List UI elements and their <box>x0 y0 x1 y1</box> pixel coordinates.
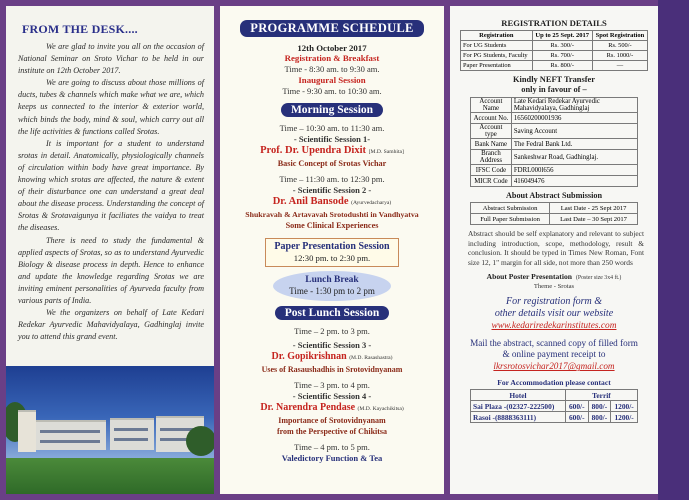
session-1-label: - Scientific Session 1- <box>293 134 371 144</box>
table-row <box>471 203 638 214</box>
valedictory-label: Valedictory Function & Tea <box>281 453 383 463</box>
neft-title-1: Kindly NEFT Transfer <box>513 75 595 84</box>
inaugural-time: Time - 9:30 am. to 10:30 am. <box>282 86 382 96</box>
abstract-date-cell: Last Date - 25 Sept 2017 <box>550 203 638 214</box>
paper-presentation-time: 12:30 pm. to 2:30 pm. <box>293 253 371 263</box>
table-row <box>471 139 638 150</box>
session-3-degree: (M.D. Rasashastra) <box>349 355 393 361</box>
abstract-guidelines: Abstract should be self explanatory and relevant to subject including introduction, scope, methodology, result & conclusion. It should be typed in Times New Roman, Font size 12, 1" margin for all side, not more than 250 words <box>468 229 644 267</box>
from-desk-paragraph-4: There is need to study the fundamental & applied aspects of Srotas, so as to understand Ayurvedic Biology & disease process in depth. Hence to enhance and update the knowledge regarding Srotas we are inviting eminent personalities of Ayurveda faculty from various parts of India. <box>18 235 204 305</box>
paper-presentation-box <box>265 238 398 267</box>
neft-value-cell: Late Kedari Redekar Ayurvedic Mahavidyalaya, Gadhinglaj <box>511 98 637 113</box>
neft-label-cell: Account Name <box>471 98 512 113</box>
mail-line-1: Mail the abstract, scanned copy of filled form <box>470 338 638 349</box>
inaugural-session: Inaugural Session <box>298 75 366 85</box>
session-4-time: Time – 3 pm. to 4 pm. <box>294 380 370 390</box>
from-desk-paragraph-5: We the organizers on behalf of Late Kedari Redekar Ayurvedic Mahavidyalaya, Gadhinglaj invite you to attend this grand event. <box>18 308 204 342</box>
tariff-header-cell: Terrif <box>565 390 637 401</box>
table-row <box>461 41 648 51</box>
lunch-break-time: Time - 1:30 pm to 2 pm <box>289 286 375 296</box>
registration-panel <box>450 6 658 494</box>
fee-early-cell: Rs. 300/- <box>532 41 592 51</box>
session-4-label: - Scientific Session 4 - <box>292 391 372 401</box>
table-row <box>471 165 638 176</box>
tariff-cell: 600/- <box>565 412 588 423</box>
campus-photo <box>6 366 214 494</box>
registration-fee-table <box>460 30 648 71</box>
table-row <box>471 150 638 165</box>
lunch-break-badge <box>273 271 391 301</box>
fee-spot-cell: — <box>592 61 647 71</box>
session-1-speaker: Prof. Dr. Upendra Dixit <box>260 145 366 156</box>
session-3-label: - Scientific Session 3 - <box>292 340 372 350</box>
fee-early-cell: Rs. 800/- <box>532 61 592 71</box>
session-4-degree: (M.D. Kayachikitsa) <box>357 406 404 412</box>
session-3-speaker-line <box>220 351 444 364</box>
registration-breakfast: Registration & Breakfast <box>284 53 380 63</box>
email-link[interactable]: lkrsrotosvichar2017@gmail.com <box>493 361 615 372</box>
from-desk-body <box>6 41 214 343</box>
accommodation-table <box>470 389 638 423</box>
registration-details-title: REGISTRATION DETAILS <box>501 18 607 28</box>
from-the-desk-panel <box>6 6 214 494</box>
poster-title-line <box>450 270 658 283</box>
from-desk-paragraph-1: We are glad to invite you all on the occasion of National Seminar on Sroto Vichar to be held in our institute on 12th October 2017. <box>18 42 204 76</box>
session-4-speaker-line <box>220 402 444 415</box>
abstract-date-cell: Last Date – 30 Sept 2017 <box>550 214 638 225</box>
fee-spot-cell: Rs. 500/- <box>592 41 647 51</box>
neft-value-cell: FDRL000l656 <box>511 165 637 176</box>
poster-title: About Poster Presentation <box>486 272 572 282</box>
poster-size: (Poster size 3x4 ft.) <box>575 275 622 282</box>
hotel-header-cell: Hotel <box>471 390 566 401</box>
session-2-label: - Scientific Session 2 - <box>292 185 372 195</box>
programme-schedule-title: PROGRAMME SCHEDULE <box>240 20 423 37</box>
neft-title-2: only in favour of – <box>521 85 587 94</box>
neft-label-cell: Branch Address <box>471 150 512 165</box>
valedictory-time: Time – 4 pm. to 5 pm. <box>294 442 370 452</box>
session-3-speaker: Dr. Gopikrishnan <box>271 351 347 362</box>
fee-category-cell: Paper Presentation <box>461 61 533 71</box>
table-row <box>471 176 638 187</box>
fee-spot-cell: Rs. 1000/- <box>592 51 647 61</box>
hotel-name-cell: Rasoi -(8888363111) <box>471 412 566 423</box>
session-1-topic: Basic Concept of Srotas Vichar <box>277 159 387 168</box>
neft-details-table <box>470 97 638 187</box>
session-1-time: Time – 10:30 am. to 11:30 am. <box>279 123 385 133</box>
morning-session-heading: Morning Session <box>281 103 383 117</box>
fee-category-cell: For UG Students <box>461 41 533 51</box>
session-1-degree: [M.D. Samhita] <box>368 149 404 155</box>
session-3-time: Time – 2 pm. to 3 pm. <box>294 326 370 336</box>
neft-value-cell: Sankeshwar Road, Gadhinglaj. <box>511 150 637 165</box>
paper-presentation-label: Paper Presentation Session <box>274 241 390 252</box>
programme-schedule-panel <box>220 6 444 494</box>
session-2-speaker-line <box>220 196 444 209</box>
session-4-topic-2: from the Perspective of Chikitsa <box>276 427 388 436</box>
tariff-cell: 800/- <box>588 412 611 423</box>
hotel-name-cell: Sai Plaza -(02327-222500) <box>471 401 566 412</box>
abstract-item-cell: Full Paper Submission <box>471 214 550 225</box>
programme-date: 12th October 2017 <box>297 43 367 53</box>
from-desk-paragraph-3: It is important for a student to understand srotas in detail. Anatomically, physiologically channels of circulation within body have great importance. By knowing which srotas are affected, the nature & extent of their disturbance one can understand a great deal about the disease process. Understanding the concept of Srotas & Srotavaigunya it faciliates the vaidya to treat the diseases. <box>18 138 204 233</box>
registration-header-cell: Spot Registration <box>592 31 647 41</box>
abstract-dates-table <box>470 202 638 225</box>
abstract-title: About Abstract Submission <box>506 191 602 200</box>
session-1-speaker-line <box>220 145 444 158</box>
contact-line-1: For registration form & <box>505 296 603 308</box>
table-row <box>471 124 638 139</box>
table-row <box>461 51 648 61</box>
background-strip-right <box>658 0 689 500</box>
from-desk-title: FROM THE DESK.... <box>22 22 138 36</box>
neft-label-cell: MICR Code <box>471 176 512 187</box>
neft-value-cell: The Fedral Bank Ltd. <box>511 139 637 150</box>
registration-fee-header-row <box>461 31 648 41</box>
table-row <box>461 61 648 71</box>
neft-value-cell: 416049476 <box>511 176 637 187</box>
tariff-cell: 600/- <box>565 401 588 412</box>
fee-early-cell: Rs. 700/- <box>532 51 592 61</box>
mail-line-2: & online payment receipt to <box>502 349 606 360</box>
post-lunch-session-heading: Post Lunch Session <box>275 306 390 320</box>
neft-label-cell: Bank Name <box>471 139 512 150</box>
tariff-cell: 1200/- <box>611 412 638 423</box>
tariff-cell: 800/- <box>588 401 611 412</box>
session-2-degree: (Ayurvedacharya) <box>351 200 392 206</box>
session-2-topic-1: Shukravah & Artavavah Srotodushti in Vandhyatva <box>245 210 419 219</box>
neft-label-cell: Account type <box>471 124 512 139</box>
website-link[interactable]: www.kedariredekarinstitutes.com <box>491 321 617 332</box>
registration-header-cell: Registration <box>461 31 533 41</box>
from-desk-paragraph-2: We are going to discuss about those millions of ducts, tubes & channels which make what we are, which keeps us connected to the interior & exterior world, which binds the body, mind & soul, which carry out all the life activities & functions called Srotas. <box>18 78 204 136</box>
session-4-speaker: Dr. Narendra Pendase <box>260 402 356 413</box>
table-row <box>471 98 638 113</box>
neft-value-cell: 16560200001936 <box>511 113 637 124</box>
session-2-time: Time – 11:30 am. to 12:30 pm. <box>279 174 385 184</box>
poster-theme: Theme - Srotas <box>533 283 575 291</box>
neft-label-cell: IFSC Code <box>471 165 512 176</box>
table-row <box>471 412 638 423</box>
session-2-topic-2: Some Clinical Experiences <box>285 221 379 230</box>
table-row <box>471 113 638 124</box>
neft-label-cell: Account No. <box>471 113 512 124</box>
tariff-cell: 1200/- <box>611 401 638 412</box>
contact-line-2: other details visit our website <box>494 308 614 320</box>
neft-value-cell: Saving Account <box>511 124 637 139</box>
lunch-break-label: Lunch Break <box>305 275 359 285</box>
accommodation-header-row <box>471 390 638 401</box>
session-2-speaker: Dr. Anil Bansode <box>272 196 349 207</box>
accommodation-title: For Accommodation please contact <box>497 378 611 388</box>
table-row <box>471 401 638 412</box>
session-3-topic: Uses of Rasaushadhis in Srotovidnyanam <box>261 365 403 374</box>
registration-header-cell: Up to 25 Sept. 2017 <box>532 31 592 41</box>
registration-time: Time - 8:30 am. to 9:30 am. <box>284 64 380 74</box>
table-row <box>471 214 638 225</box>
abstract-item-cell: Abstract Submission <box>471 203 550 214</box>
session-4-topic-1: Importance of Srotovidnyanam <box>278 416 386 425</box>
fee-category-cell: For PG Students, Faculty <box>461 51 533 61</box>
